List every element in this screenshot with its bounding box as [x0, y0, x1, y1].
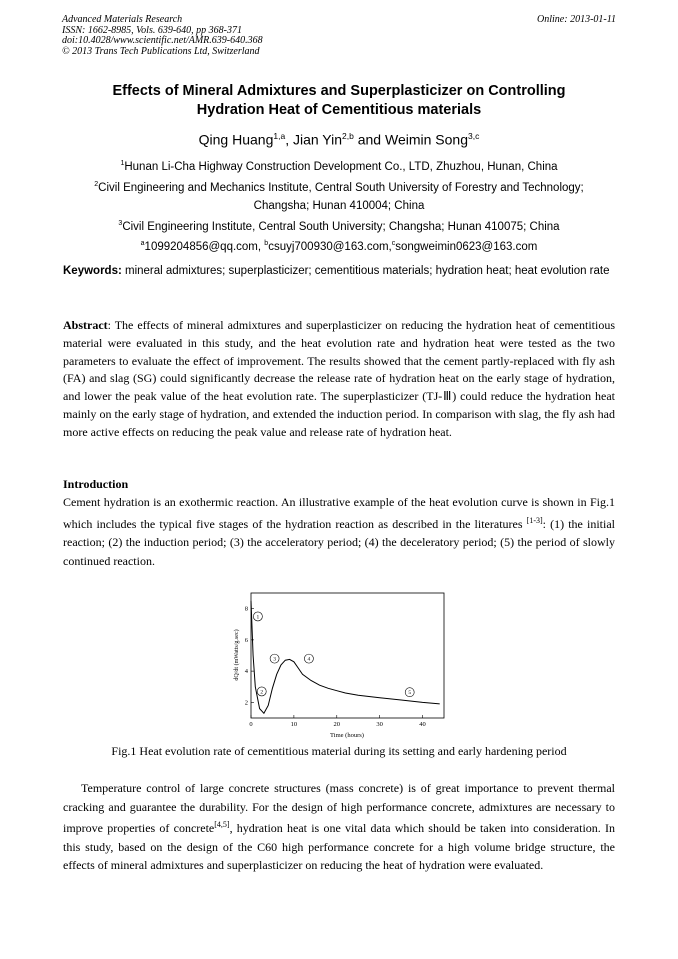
author-name: Weimin Song	[384, 131, 468, 148]
author-sep: ,	[285, 131, 293, 148]
stage-label: 3	[273, 656, 276, 663]
y-tick-label: 4	[244, 668, 248, 676]
abstract-label: Abstract	[63, 318, 108, 332]
copyright: © 2013 Trans Tech Publications Ltd, Switzerland	[62, 45, 260, 57]
introduction-heading: Introduction	[63, 477, 129, 491]
affiliation-sup: 3	[118, 219, 123, 227]
title-line-2: Hydration Heat of Cementitious materials	[196, 102, 482, 118]
stage-label: 2	[260, 689, 264, 696]
author-sup: 1,a	[273, 131, 286, 141]
x-axis-label: Time (hours)	[330, 732, 364, 739]
email-text: csuyj700930@163.com,	[268, 241, 392, 254]
intro-part-1: Cement hydration is an exothermic reaction. An illustrative example of the heat evolution curve is shown in Fig.1 which includes the typical five stages of the hydration reaction as described in the literatures	[63, 495, 615, 531]
doi: doi:10.4028/www.scientific.net/AMR.639-640.368	[62, 35, 263, 46]
para-part-2: , hydration heat is one vital data which should be taken into consideration. In this study, based on the design of the C60 high performance concrete for a high volume bridge structure, the effects of mineral admixtures and superplasticizer on reducing the heat of hydration were evaluated.	[63, 821, 615, 872]
abstract-text: : The effects of mineral admixtures and superplasticizer on reducing the hydration heat of cementitious material were evaluated in this study, and the heat evolution rate and hydration heat were tested as the two parameters to evaluate the effect of improvement. The results showed that the cement partly-replaced with fly ash (FA) and slag (SG) could significantly decrease the release rate of hydration heat on the early stage of hydration, and lower the peak value of the heat evolution rate. The superplasticizer (TJ-Ⅲ) could reduce the hydration heat mainly on the early stage of hydration, and extended the induction period. In comparison with slag, the fly ash had more active effects on reducing the peak value and release rate of hydration heat.	[63, 318, 615, 439]
figure-1	[229, 585, 449, 740]
journal-header	[62, 15, 263, 57]
author-sup: 3,c	[468, 131, 480, 141]
email-sup: a	[140, 240, 145, 248]
affiliation-sup: 1	[120, 160, 125, 167]
issn: ISSN: 1662-8985, Vols. 639-640, pp 368-371	[62, 24, 242, 36]
x-tick-label: 40	[419, 721, 426, 728]
affiliation-3	[40, 215, 638, 236]
affiliation-2	[40, 176, 638, 197]
keywords-label: Keywords:	[63, 265, 122, 277]
plot-frame	[251, 593, 444, 718]
paper-title	[62, 82, 616, 120]
heat-evolution-chart	[229, 585, 449, 740]
email-text: 1099204856@qq.com,	[144, 241, 265, 254]
authors	[62, 127, 616, 149]
affiliation-text: Hunan Li-Cha Highway Construction Development Co., LTD, Zhuzhou, Hunan, China	[124, 160, 558, 173]
stage-label: 5	[408, 690, 412, 697]
affiliation-sup: 2	[94, 180, 99, 188]
journal-name: Advanced Materials Research	[62, 14, 183, 25]
citation: [1-3]	[526, 515, 543, 525]
x-tick-label: 0	[249, 721, 253, 728]
abstract	[63, 317, 615, 442]
y-axis-label: dQ/dt (mWatts/g.sec)	[234, 629, 240, 681]
online-date: Online: 2013-01-11	[537, 14, 616, 25]
keywords	[63, 262, 615, 280]
affiliation-1	[40, 155, 638, 176]
author-sep: and	[353, 131, 385, 148]
affiliations	[40, 155, 638, 256]
keywords-text: mineral admixtures; superplasticizer; cementitious materials; hydration heat; heat evolution rate	[121, 265, 610, 277]
citation: [4,5]	[214, 820, 230, 829]
author-name: Jian Yin	[292, 131, 343, 148]
emails	[40, 235, 638, 256]
para-part-1: Temperature control of large concrete structures (mass concrete) is of great importance to prevent thermal cracking and guarantee the durability. For the design of high performance concrete, admixtures are necessary to improve properties of concrete	[63, 781, 615, 835]
y-tick-label: 8	[244, 605, 248, 613]
author-name: Qing Huang	[198, 131, 274, 148]
y-tick-label: 6	[244, 636, 248, 644]
affiliation-text: Civil Engineering Institute, Central South University; Changsha; Hunan 410075; China	[122, 220, 560, 233]
x-tick-label: 20	[333, 721, 341, 728]
figure-caption: Fig.1 Heat evolution rate of cementitious material during its setting and early hardening period	[111, 744, 567, 758]
affiliation-2-cont: Changsha; Hunan 410004; China	[253, 199, 425, 212]
email-text: songweimin0623@163.com	[395, 241, 538, 254]
affiliation-text: Civil Engineering and Mechanics Institute, Central South University of Forestry and Technology;	[98, 181, 584, 194]
x-tick-label: 10	[290, 721, 298, 728]
x-tick-label: 30	[376, 721, 383, 728]
introduction-text	[63, 493, 615, 570]
email-sup: b	[264, 240, 269, 248]
author-sup: 2,b	[342, 131, 354, 141]
email-sup: c	[391, 240, 396, 248]
stage-label: 4	[307, 656, 311, 663]
intro-part-2: : (1) the initial reaction; (2) the induction period; (3) the acceleratory period; (4) the deceleratory period; (5) the period of slowly continued reaction.	[63, 516, 615, 568]
paragraph	[63, 779, 615, 875]
title-line-1: Effects of Mineral Admixtures and Superplasticizer on Controlling	[112, 83, 566, 99]
y-tick-label: 2	[244, 699, 248, 707]
stage-label: 1	[256, 614, 260, 621]
